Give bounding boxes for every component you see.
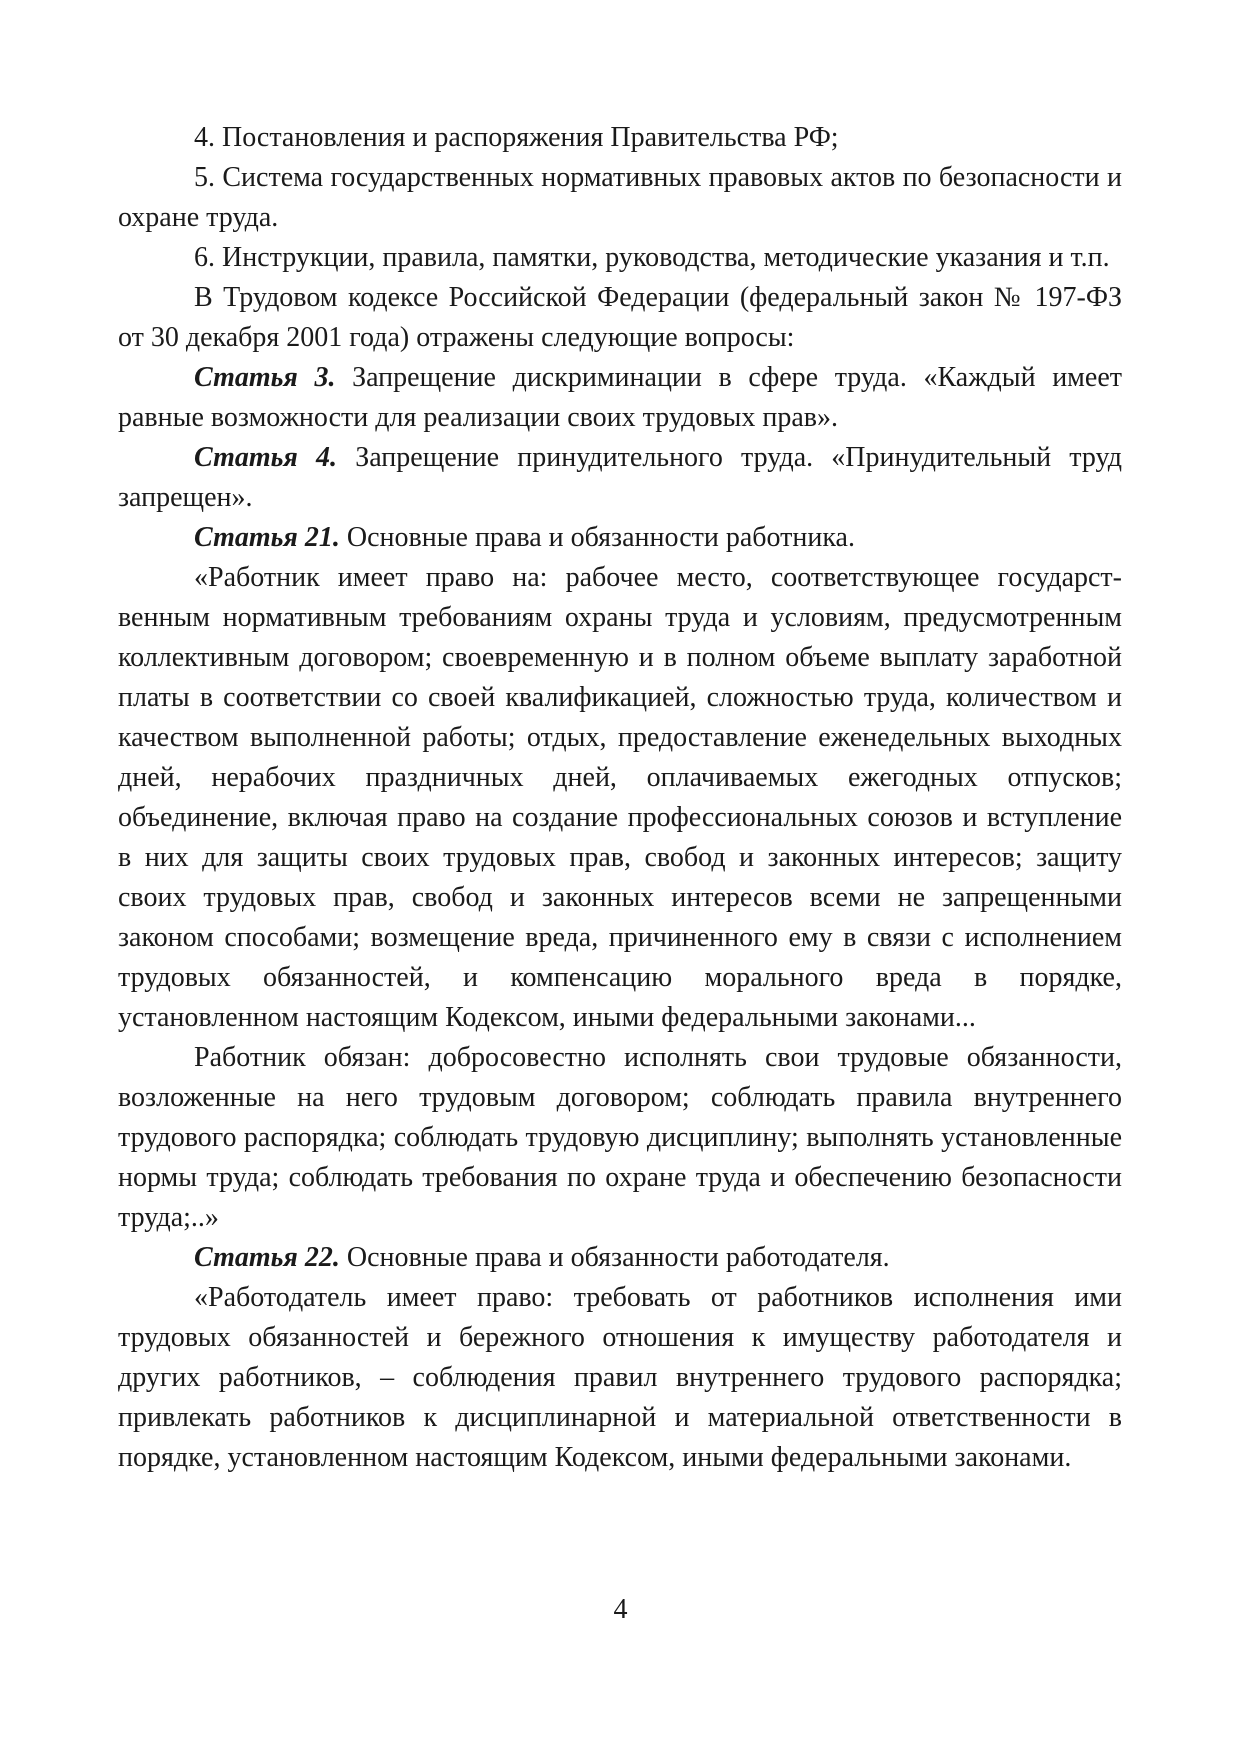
article-21-text: Основные права и обязанности работника.	[339, 522, 855, 553]
paragraph-item-4: 4. Постановления и распоряжения Правительства РФ;	[194, 122, 839, 153]
paragraph-article-3	[118, 358, 1122, 438]
article-4-text: Запрещение принудительного труда. «Принудительный труд запрещен».	[118, 442, 1122, 513]
paragraph-article-21-rights: «Работник имеет право на: рабочее место, соответствующее государственным нормативным требованиям охраны труда и условиям, предусмотренным коллективным договором; своевременную и в полном объеме выплату заработной платы в соответствии со своей квалификацией, сложностью труда, количеством и качеством выполненной работы; отдых, предоставление еженедельных выходных дней, нерабочих праздничных дней, оплачиваемых ежегодных отпусков; объединение, включая право на создание профессиональных союзов и вступление в них для защиты своих трудовых прав, свобод и законных интересов; защиту своих трудовых прав, свобод и законных интересов всеми не запрещенными законом способами; возмещение вреда, причиненного ему в связи с исполнением трудовых обязанностей, и компенсацию морального вреда в порядке, установленном настоящим Кодексом, иными федеральными законами...	[118, 562, 1122, 1033]
paragraph-article-21	[118, 518, 1122, 558]
paragraph-article-22	[118, 1238, 1122, 1278]
paragraph-article-22-rights: «Работодатель имеет право: требовать от работников исполнения ими трудовых обязанностей и бережного отношения к имуществу работодателя и других работников, – соблюдения правил внутреннего трудового распорядка; привлекать работников к дисциплинарной и материальной ответственности в порядке, установленном настоящим Кодексом, иными федеральными законами.	[118, 1282, 1122, 1473]
article-22-text: Основные права и обязанности работодателя.	[339, 1242, 890, 1273]
paragraph-article-21-duties: Работник обязан: добросовестно исполнять свои трудовые обязанности, возложенные на него трудовым договором; соблюдать правила внутреннего трудового распорядка; соблюдать трудовую дисциплину; выполнять установленные нормы труда; соблюдать требования по охране труда и обеспечению безопасности труда;..»	[118, 1042, 1122, 1233]
article-3-label: Статья 3.	[194, 362, 336, 393]
article-21-label: Статья 21.	[194, 522, 340, 553]
body-text	[118, 118, 1122, 1478]
article-4-label: Статья 4.	[194, 442, 338, 473]
paragraph-item-5: 5. Система государственных нормативных правовых актов по безопасности и охране труда.	[118, 162, 1122, 233]
paragraph-intro: В Трудовом кодексе Российской Федерации (федеральный закон № 197-ФЗ от 30 декабря 2001 года) отражены следующие вопросы:	[118, 282, 1122, 353]
article-22-label: Статья 22.	[194, 1242, 340, 1273]
paragraph-item-6: 6. Инструкции, правила, памятки, руководства, методические указания и т.п.	[194, 242, 1110, 273]
article-3-text: Запрещение дискриминации в сфере труда. «Каждый имеет равные возможности для реализации своих трудовых прав».	[118, 362, 1122, 433]
page-number: 4	[613, 1594, 628, 1625]
paragraph-article-4	[118, 438, 1122, 518]
